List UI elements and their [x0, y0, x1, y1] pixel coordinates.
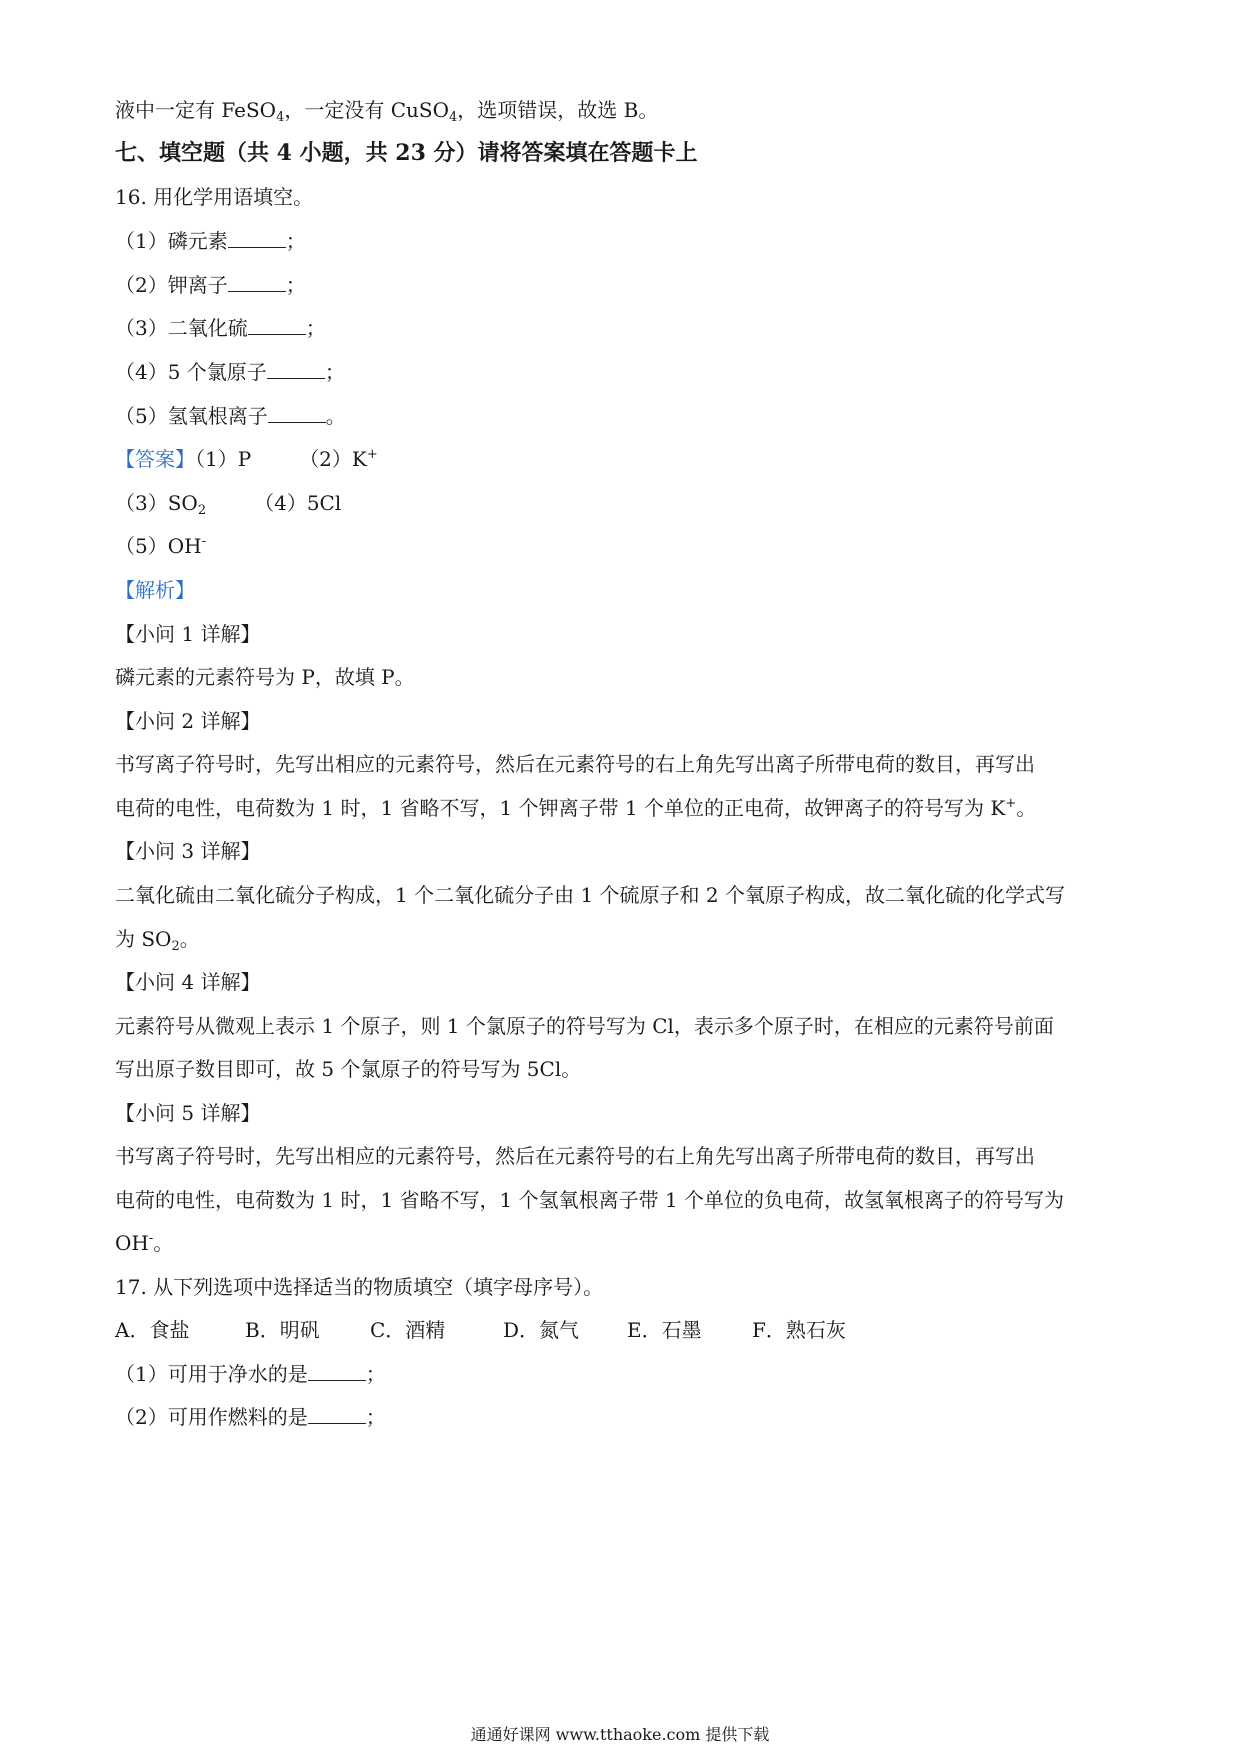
subquestion-5-text: 书写离子符号时，先写出相应的元素符号，然后在元素符号的右上角先写出离子所带电荷的数目，再写出 [115, 1144, 1035, 1168]
answer-tag: 【答案】 [115, 447, 195, 471]
text: ； [365, 1405, 386, 1429]
subquestion-5-text [115, 1229, 173, 1257]
text: ，一定没有 CuSO [284, 98, 449, 122]
subscript: 2 [171, 939, 180, 954]
text: ，选项错误，故选 B。 [457, 98, 659, 122]
text: 液中一定有 FeSO [115, 98, 277, 122]
subscript: 4 [449, 110, 458, 125]
text: 。 [179, 927, 200, 951]
section-heading: 七、填空题（共 4 小题，共 23 分）请将答案填在答题卡上 [115, 140, 698, 166]
answer-blank [308, 1405, 366, 1424]
subquestion-2-text [115, 794, 1036, 822]
subquestion-1-text: 磷元素的元素符号为 P，故填 P。 [115, 665, 415, 689]
analysis-tag: 【解析】 [115, 578, 195, 602]
question-16-part-4 [115, 358, 345, 386]
text: （5）氢氧根离子 [115, 404, 268, 428]
answer-line-3 [115, 532, 206, 560]
subquestion-5-text: 电荷的电性，电荷数为 1 时，1 省略不写，1 个氢氧根离子带 1 个单位的负电荷，故氢氧根离子的符号写为 [115, 1188, 1065, 1212]
answer-blank [268, 404, 326, 423]
page-footer: 通通好课网 www.tthaoke.com 提供下载 [470, 1725, 770, 1744]
subquestion-3-heading: 【小问 3 详解】 [115, 839, 261, 863]
text: （2）可用作燃料的是 [115, 1405, 308, 1429]
text: （4）5 个氯原子 [115, 360, 267, 384]
text: （2）K [299, 447, 367, 471]
option-b: B．明矾 [245, 1318, 320, 1342]
answer-4: （4）5Cl [254, 491, 342, 515]
subquestion-5-heading: 【小问 5 详解】 [115, 1101, 261, 1125]
subquestion-4-heading: 【小问 4 详解】 [115, 970, 261, 994]
text: 电荷的电性，电荷数为 1 时，1 省略不写，1 个钾离子带 1 个单位的正电荷，故钾离子的符号写为 K [115, 796, 1006, 820]
answer-5: （5）OH [115, 534, 202, 558]
subquestion-2-heading: 【小问 2 详解】 [115, 709, 261, 733]
text: 。 [325, 404, 346, 428]
answer-2 [299, 447, 378, 471]
text: ； [285, 273, 306, 297]
answer-blank [228, 273, 286, 292]
option-f: F．熟石灰 [752, 1318, 846, 1342]
text: OH [115, 1231, 149, 1255]
superscript: - [148, 1231, 154, 1246]
answer-3: （3）SO [115, 491, 198, 515]
question-16-part-5 [115, 402, 346, 430]
text: （3）二氧化硫 [115, 316, 248, 340]
superscript: - [201, 534, 206, 549]
paragraph-continuation [115, 96, 658, 124]
question-17-part-1 [115, 1360, 386, 1388]
answer-blank [267, 360, 325, 379]
subscript: 4 [276, 110, 285, 125]
text: 。 [1016, 796, 1037, 820]
answer-blank [248, 316, 306, 335]
superscript: + [366, 447, 378, 462]
answer-line-2 [115, 489, 341, 517]
question-16-part-1 [115, 227, 306, 255]
subquestion-4-text: 元素符号从微观上表示 1 个原子，则 1 个氯原子的符号写为 Cl，表示多个原子时，在相应的元素符号前面 [115, 1014, 1054, 1038]
text: 为 SO [115, 927, 172, 951]
question-16-part-3 [115, 314, 326, 342]
text: ； [285, 229, 306, 253]
text: ； [305, 316, 326, 340]
answer-blank [228, 229, 286, 248]
question-17: 17. 从下列选项中选择适当的物质填空（填字母序号）。 [115, 1275, 604, 1299]
subscript: 2 [197, 503, 207, 518]
text: （2）钾离子 [115, 273, 228, 297]
question-16: 16. 用化学用语填空。 [115, 185, 314, 209]
text: （1）可用于净水的是 [115, 1362, 308, 1386]
option-d: D．氮气 [503, 1318, 580, 1342]
subquestion-3-text [115, 925, 200, 953]
question-17-options [115, 1316, 846, 1344]
text: 。 [153, 1231, 174, 1255]
answer-line-1 [115, 445, 378, 473]
subquestion-1-heading: 【小问 1 详解】 [115, 622, 261, 646]
text: （1）磷元素 [115, 229, 228, 253]
superscript: + [1005, 796, 1017, 811]
question-16-part-2 [115, 271, 306, 299]
subquestion-4-text: 写出原子数目即可，故 5 个氯原子的符号写为 5Cl。 [115, 1057, 582, 1081]
option-c: C．酒精 [370, 1318, 446, 1342]
question-17-part-2 [115, 1403, 386, 1431]
answer-1: （1）P [195, 447, 252, 471]
option-e: E．石墨 [627, 1318, 702, 1342]
subquestion-3-text: 二氧化硫由二氧化硫分子构成，1 个二氧化硫分子由 1 个硫原子和 2 个氧原子构成，故二氧化硫的化学式写 [115, 883, 1065, 907]
subquestion-2-text: 书写离子符号时，先写出相应的元素符号，然后在元素符号的右上角先写出离子所带电荷的数目，再写出 [115, 752, 1035, 776]
text: ； [365, 1362, 386, 1386]
option-a: A．食盐 [115, 1318, 190, 1342]
answer-blank [308, 1362, 366, 1381]
text: ； [324, 360, 345, 384]
